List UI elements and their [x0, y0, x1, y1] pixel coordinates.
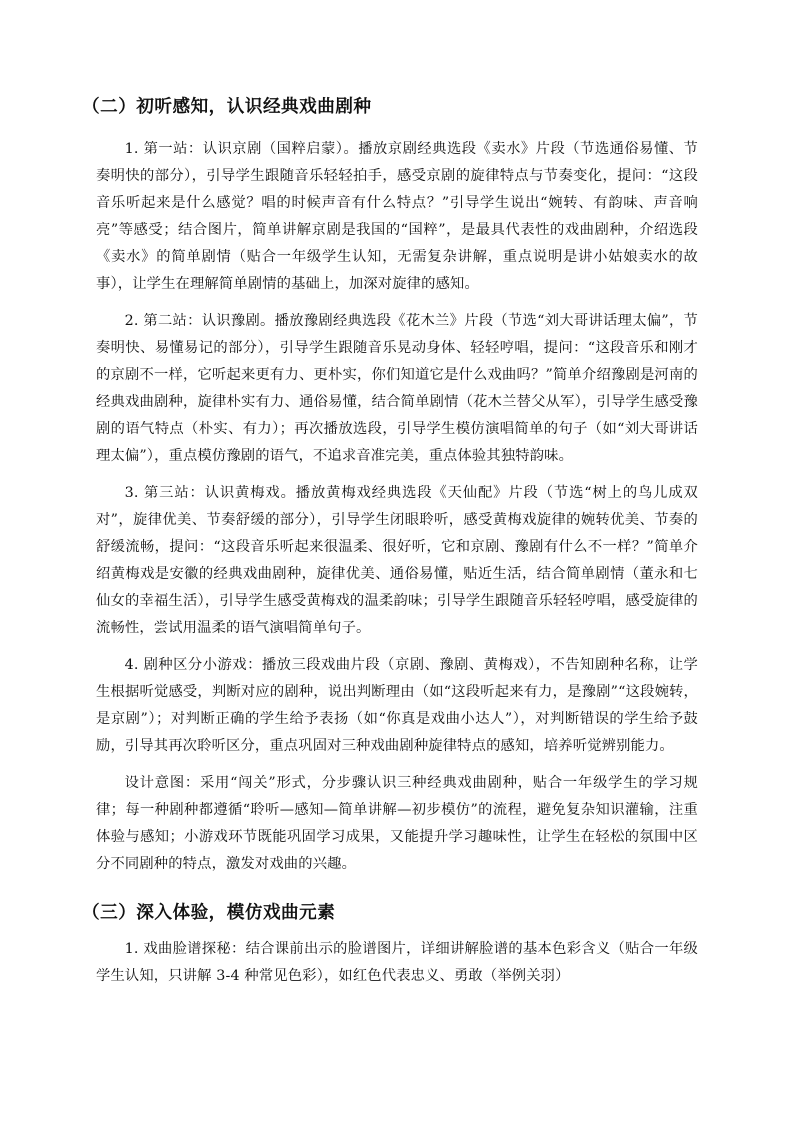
document-body — [82, 92, 698, 1000]
paragraph: 3. 第三站：认识黄梅戏。播放黄梅戏经典选段《天仙配》片段（节选“树上的鸟儿成双对”，旋律优美、节奏舒缓的部分），引导学生闭眼聆听，感受黄梅戏旋律的婉转优美、节奏的舒缓流畅，提问：“这段音乐听起来很温柔、很好听，它和京剧、豫剧有什么不一样？”简单介绍黄梅戏是安徽的经典戏曲剧种，旋律优美、通俗易懂，贴近生活，结合简单剧情（董永和七仙女的幸福生活），引导学生感受黄梅戏的温柔韵味；引导学生跟随音乐轻轻哼唱，感受旋律的流畅性，尝试用温柔的语气演唱简单句子。 — [96, 485, 698, 636]
paragraph: 1. 戏曲脸谱探秘：结合课前出示的脸谱图片，详细讲解脸谱的基本色彩含义（贴合一年级学生认知，只讲解 3-4 种常见色彩），如红色代表忠义、勇敢（举例关羽） — [96, 941, 698, 984]
paragraph: 1. 第一站：认识京剧（国粹启蒙）。播放京剧经典选段《卖水》片段（节选通俗易懂、节奏明快的部分），引导学生跟随音乐轻轻拍手，感受京剧的旋律特点与节奏变化，提问：“这段音乐听起来是什么感觉？唱的时候声音有什么特点？”引导学生说出“婉转、有韵味、声音响亮”等感受；结合图片，简单讲解京剧是我国的“国粹”，是最具代表性的戏曲剧种，介绍选段《卖水》的简单剧情（贴合一年级学生认知，无需复杂讲解，重点说明是讲小姑娘卖水的故事），让学生在理解简单剧情的基础上，加深对旋律的感知。 — [96, 141, 698, 292]
section-heading: （三）深入体验，模仿戏曲元素 — [82, 903, 336, 923]
paragraph: 4. 剧种区分小游戏：播放三段戏曲片段（京剧、豫剧、黄梅戏），不告知剧种名称，让学生根据听觉感受，判断对应的剧种，说出判断理由（如“这段听起来有力，是豫剧”“这段婉转，是京剧”）；对判断正确的学生给予表扬（如“你真是戏曲小达人”），对判断错误的学生给予鼓励，引导其再次聆听区分，重点巩固对三种戏曲剧种旋律特点的感知，培养听觉辨别能力。 — [96, 657, 698, 754]
design-intent-paragraph: 设计意图：采用“闯关”形式，分步骤认识三种经典戏曲剧种，贴合一年级学生的学习规律；每一种剧种都遵循“聆听—感知—简单讲解—初步模仿”的流程，避免复杂知识灌输，注重体验与感知；小游戏环节既能巩固学习成果，又能提升学习趣味性，让学生在轻松的氛围中区分不同剧种的特点，激发对戏曲的兴趣。 — [96, 775, 698, 872]
section-heading: （二）初听感知，认识经典戏曲剧种 — [82, 97, 372, 117]
paragraph: 2. 第二站：认识豫剧。播放豫剧经典选段《花木兰》片段（节选“刘大哥讲话理太偏”，节奏明快、易懂易记的部分），引导学生跟随音乐晃动身体、轻轻哼唱，提问：“这段音乐和刚才的京剧不一样，它听起来更有力、更朴实，你们知道它是什么戏曲吗？”简单介绍豫剧是河南的经典戏曲剧种，旋律朴实有力、通俗易懂，结合简单剧情（花木兰替父从军），引导学生感受豫剧的语气特点（朴实、有力）；再次播放选段，引导学生模仿演唱简单的句子（如“刘大哥讲话理太偏”），重点模仿豫剧的语气，不追求音准完美，重点体验其独特韵味。 — [96, 313, 698, 464]
